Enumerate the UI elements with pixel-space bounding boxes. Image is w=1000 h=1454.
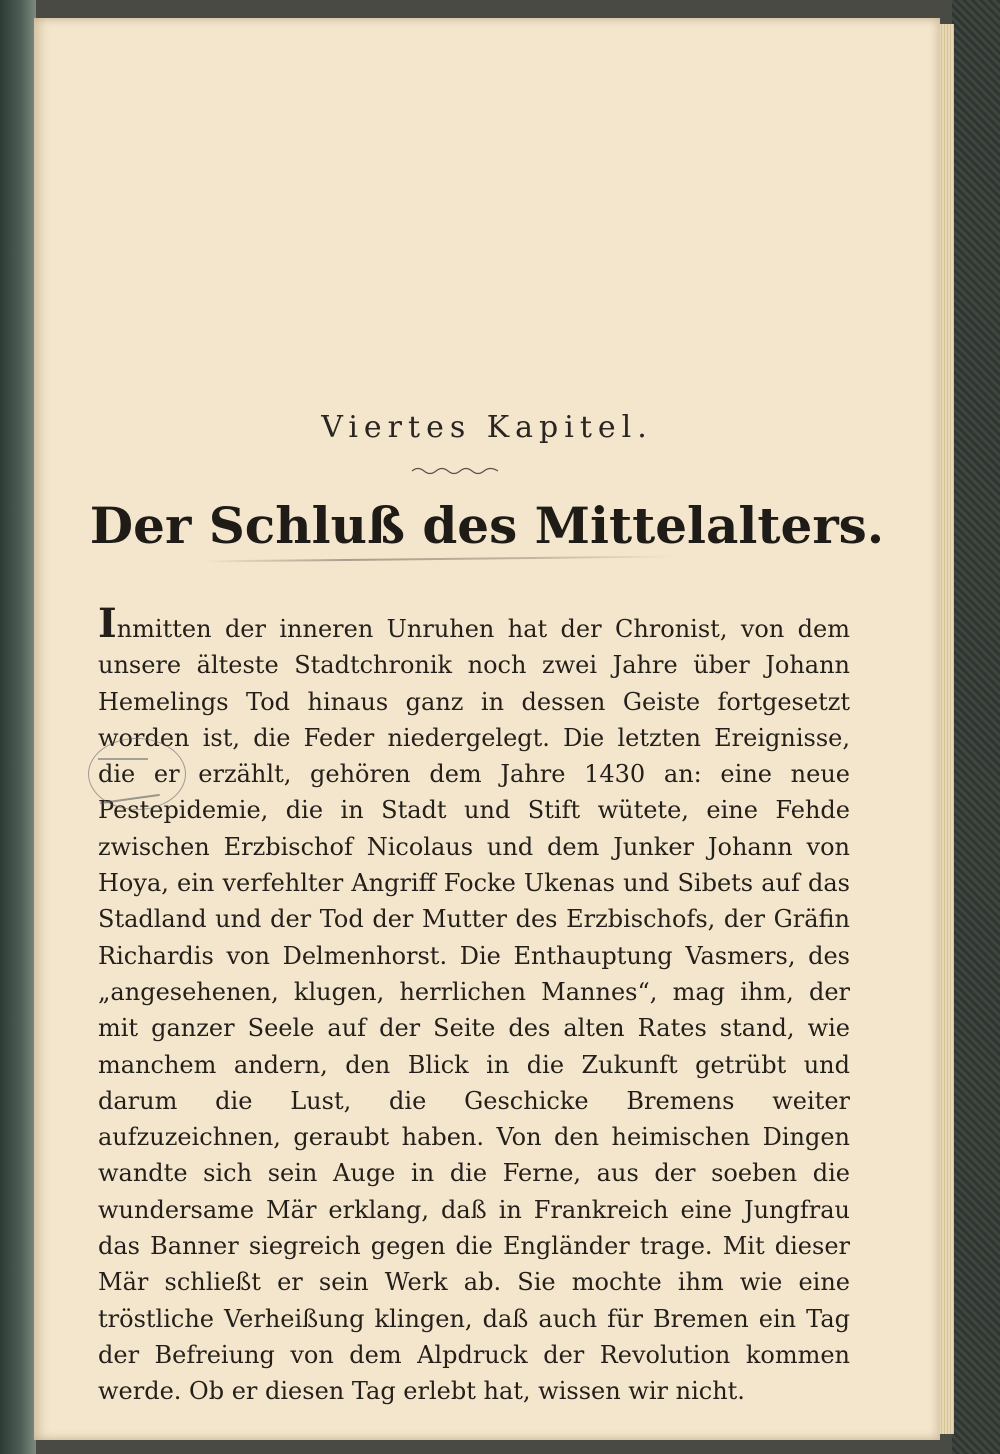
book-cover-right-edge	[952, 0, 1000, 1454]
paragraph-text: nmitten der inneren Unruhen hat der Chronist, von dem unsere älteste Stadtchronik noch zwei Jahre über Johann Hemelings Tod hinaus ganz in dessen Geiste fortgesetzt worden ist, die Feder niedergelegt. Die letzten Ereignisse, die er erzählt, gehören dem Jahre 1430 an: eine neue Pestepidemie, die in Stadt und Stift wütete, eine Fehde zwischen Erzbischof Nicolaus und dem Junker Johann von Hoya, ein verfehlter Angriff Focke Ukenas und Sibets auf das Stadland und der Tod der Mutter des Erzbischofs, der Gräfin Richardis von Delmenhorst. Die Enthauptung Vasmers, des „angesehenen, klugen, herrlichen Mannes“, mag ihm, der mit ganzer Seele auf der Seite des alten Rates stand, wie manchem andern, den Blick in die Zukunft getrübt und darum die Lust, die Geschicke Bremens weiter aufzuzeichnen, geraubt haben. Von den heimischen Dingen wandte sich sein Auge in die Ferne, aus der soeben die wundersame Mär erklang, daß in Frankreich eine Jungfrau das Banner siegreich gegen die Engländer trage. Mit dieser Mär schließt er sein Werk ab. Sie mochte ihm wie eine tröstliche Verheißung klingen, daß auch für Bremen ein Tag der Befreiung von dem Alpdruck der Revolution kommen werde. Ob er diesen Tag erlebt hat, wissen wir nicht.	[98, 615, 850, 1406]
chapter-label: Viertes Kapitel.	[321, 410, 653, 445]
chapter-title: Der Schluß des Mittelalters.	[89, 496, 885, 555]
chapter-body	[98, 600, 850, 1410]
paragraph	[98, 600, 850, 1410]
ornament-flourish-icon	[410, 464, 500, 478]
book-cover-left-edge	[0, 0, 36, 1454]
title-underline	[204, 556, 674, 563]
pencil-underline-mark	[98, 758, 148, 760]
book-page	[34, 18, 940, 1440]
drop-initial: I	[98, 600, 117, 647]
pencil-circle-mark	[88, 738, 186, 810]
